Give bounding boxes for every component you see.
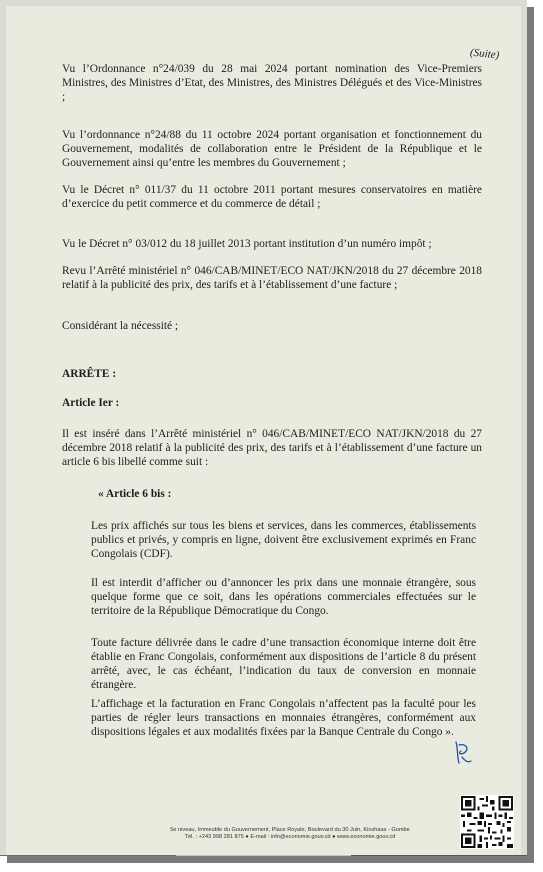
- paragraph-decret-03-012: Vu le Décret n° 03/012 du 18 juillet 2013 portant institution d’un numéro impôt ;: [62, 238, 432, 250]
- paragraph-ordonnance-24-88: Vu l’ordonnance n°24/88 du 11 octobre 2024 portant organisation et fonctionnement du Gouvernement, modalités de collaboration entre le Président de la République et le Gouvernement ainsi qu’entre les membres du Gouvernement ;: [62, 129, 482, 169]
- article-intro: Il est inséré dans l’Arrêté ministériel n° 046/CAB/MINET/ECO NAT/JKN/2018 du 27 décembre 2018 relatif à la publicité des prix, des tarifs et à l’établissement d’une facture un article 6 bis libellé comme suit :: [62, 428, 482, 468]
- stripe-blue: [0, 855, 176, 856]
- paragraph-ordonnance-24-039: Vu l’Ordonnance n°24/039 du 28 mai 2024 portant nomination des Vice-Premiers Ministres, des Ministres d’Etat, des Ministres, des Ministres Délégués et des Vice-Ministres ;: [62, 63, 482, 103]
- quote-paragraph: Les prix affichés sur tous les biens et services, dans les commerces, établissements publics et privés, y compris en ligne, doivent être exclusivement exprimés en Franc Congolais (CDF).: [91, 520, 476, 560]
- arrete-heading: ARRÊTE :: [62, 368, 117, 380]
- paragraph-considerant: Considérant la nécessité ;: [62, 320, 179, 332]
- quote-paragraph: Il est interdit d’afficher ou d’annoncer les prix dans une monnaie étrangère, sous quelque forme que ce soit, dans les opérations commerciales effectuées sur le territoire de la République Démocratique du Congo.: [91, 577, 476, 617]
- qr-code-icon: [460, 795, 514, 849]
- paragraph-arrete-046: Revu l’Arrêté ministériel n° 046/CAB/MINET/ECO NAT/JKN/2018 du 27 décembre 2018 relatif à la publicité des prix, des tarifs et à l’établissement d’une facture ;: [62, 265, 482, 291]
- footer: [140, 827, 440, 841]
- flag-stripe: [0, 855, 527, 856]
- footer-address: 5e niveau, Immeuble du Gouvernement, Place Royale, Boulevard du 30 Juin, Kinshasa - Gombe: [170, 827, 410, 833]
- paragraph-decret-011-37: Vu le Décret n° 011/37 du 11 octobre 2011 portant mesures conservatoires en matière d’exercice du petit commerce et du commerce de détail ;: [62, 184, 482, 210]
- article-heading: Article Ier :: [62, 397, 120, 409]
- suite-note: (Suite): [469, 46, 500, 62]
- stripe-yellow: [176, 855, 352, 856]
- quote-paragraph: L’affichage et la facturation en Franc Congolais n’affectent pas la faculté pour les parties de régler leurs transactions en monnaies étrangères, conformément aux dispositions légales et aux modalités fixées par la Banque Centrale du Congo ».: [91, 698, 476, 738]
- quote-paragraph: Toute facture délivrée dans le cadre d’une transaction économique interne doit être établie en Franc Congolais, conformément aux dispositions de l’article 8 du présent arrêté, avec, le cas échéant, l’indication du taux de conversion en monnaie étrangère.: [91, 637, 476, 691]
- quote-heading: « Article 6 bis :: [98, 488, 172, 500]
- stripe-red: [351, 855, 527, 856]
- signature-icon: [452, 739, 474, 767]
- footer-contact: Tél. : +243 998 281 875 ● E-mail : info@economie.gouv.cd ● www.economie.gouv.cd: [184, 834, 396, 840]
